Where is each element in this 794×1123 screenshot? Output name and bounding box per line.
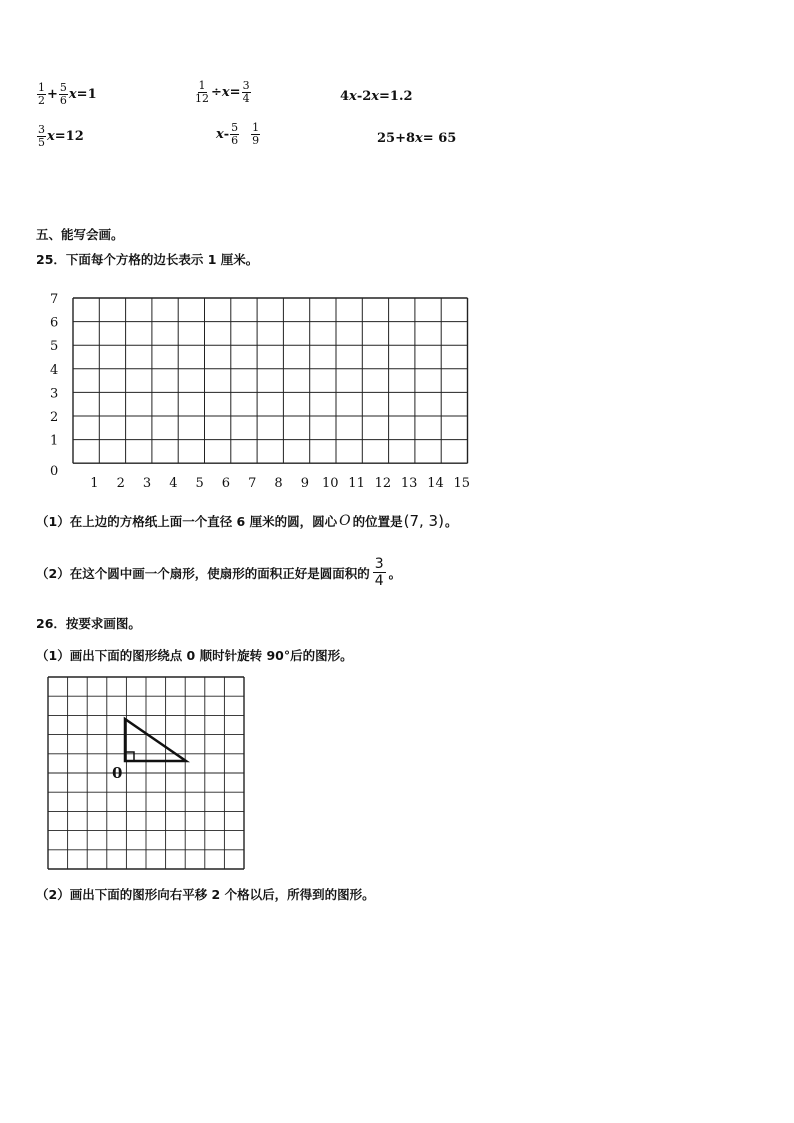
question-25-part-2: （2）在这个圆中画一个扇形，使扇形的面积正好是圆面积的 $\frac{3}{4}$ 。 [36, 556, 402, 589]
fraction: $\frac{5}{6}$ [231, 121, 239, 147]
section-title: 五、能写会画。 [36, 227, 124, 242]
equation-2: $\frac{1}{12}$ ÷ x = $\frac{3}{4}$ [195, 79, 250, 105]
fraction: $\frac{1}{2}$ [38, 81, 45, 107]
x-axis-labels [90, 476, 470, 490]
grid-lines [48, 677, 244, 869]
x-tick-label: 8 [274, 476, 283, 490]
x-tick-label: 1 [90, 476, 99, 490]
y-tick-label: 7 [50, 292, 59, 307]
equation-3: 4 x -2 x =1.2 [340, 89, 413, 104]
coordinate-grid [40, 285, 490, 490]
y-axis-labels [50, 292, 58, 479]
fraction: $\frac{1}{12}$ [195, 79, 209, 105]
y-tick-label: 2 [50, 410, 59, 425]
y-tick-label: 0 [50, 464, 59, 480]
x-tick-label: 15 [453, 476, 471, 490]
question-26-part-1: （1）画出下面的图形绕点 0 顺时针旋转 90°后的图形。 [36, 648, 353, 663]
x-tick-label: 4 [169, 476, 178, 490]
rotation-point-label: 0 [112, 764, 123, 782]
fraction: $\frac{5}{6}$ [59, 81, 67, 107]
question-26-title: 26．按要求画图。 [36, 616, 141, 631]
equation-4: $\frac{3}{5}$ x =12 [38, 123, 84, 149]
equation-5: x - $\frac{5}{6}$ $\frac{1}{9}$ [216, 121, 260, 147]
y-tick-label: 6 [50, 315, 59, 331]
rotation-grid [40, 672, 255, 872]
y-tick-label: 3 [50, 386, 59, 402]
x-tick-label: 9 [300, 476, 309, 490]
x-tick-label: 3 [142, 476, 152, 490]
x-tick-label: 7 [248, 476, 257, 490]
x-tick-label: 12 [374, 476, 392, 490]
x-tick-label: 11 [348, 476, 365, 490]
grid-lines [73, 298, 468, 463]
x-tick-label: 14 [427, 476, 444, 490]
fraction: $\frac{1}{9}$ [252, 121, 260, 147]
fraction: $\frac{3}{5}$ [38, 123, 45, 149]
y-tick-label: 5 [50, 339, 59, 355]
x-tick-label: 6 [221, 476, 231, 490]
x-tick-label: 13 [400, 476, 418, 490]
question-26-part-2: （2）画出下面的图形向右平移 2 个格以后，所得到的图形。 [36, 887, 375, 902]
y-tick-label: 1 [50, 433, 59, 449]
y-tick-label: 4 [50, 362, 59, 378]
x-tick-label: 10 [322, 476, 339, 490]
x-tick-label: 5 [195, 476, 204, 490]
question-25-part-1: （1）在上边的方格纸上面一个直径 6 厘米的圆，圆心 O 的位置是 (7, 3) 。 [36, 512, 458, 530]
x-tick-label: 2 [116, 476, 125, 490]
fraction: $\frac{3}{4}$ [242, 79, 250, 105]
fraction: $\frac{3}{4}$ [374, 556, 384, 589]
equation-6: 25+8 x = 65 [377, 131, 457, 146]
question-25-title: 25．下面每个方格的边长表示 1 厘米。 [36, 252, 259, 267]
equation-1: $\frac{1}{2}$ + $\frac{5}{6}$ x =1 [38, 81, 97, 107]
